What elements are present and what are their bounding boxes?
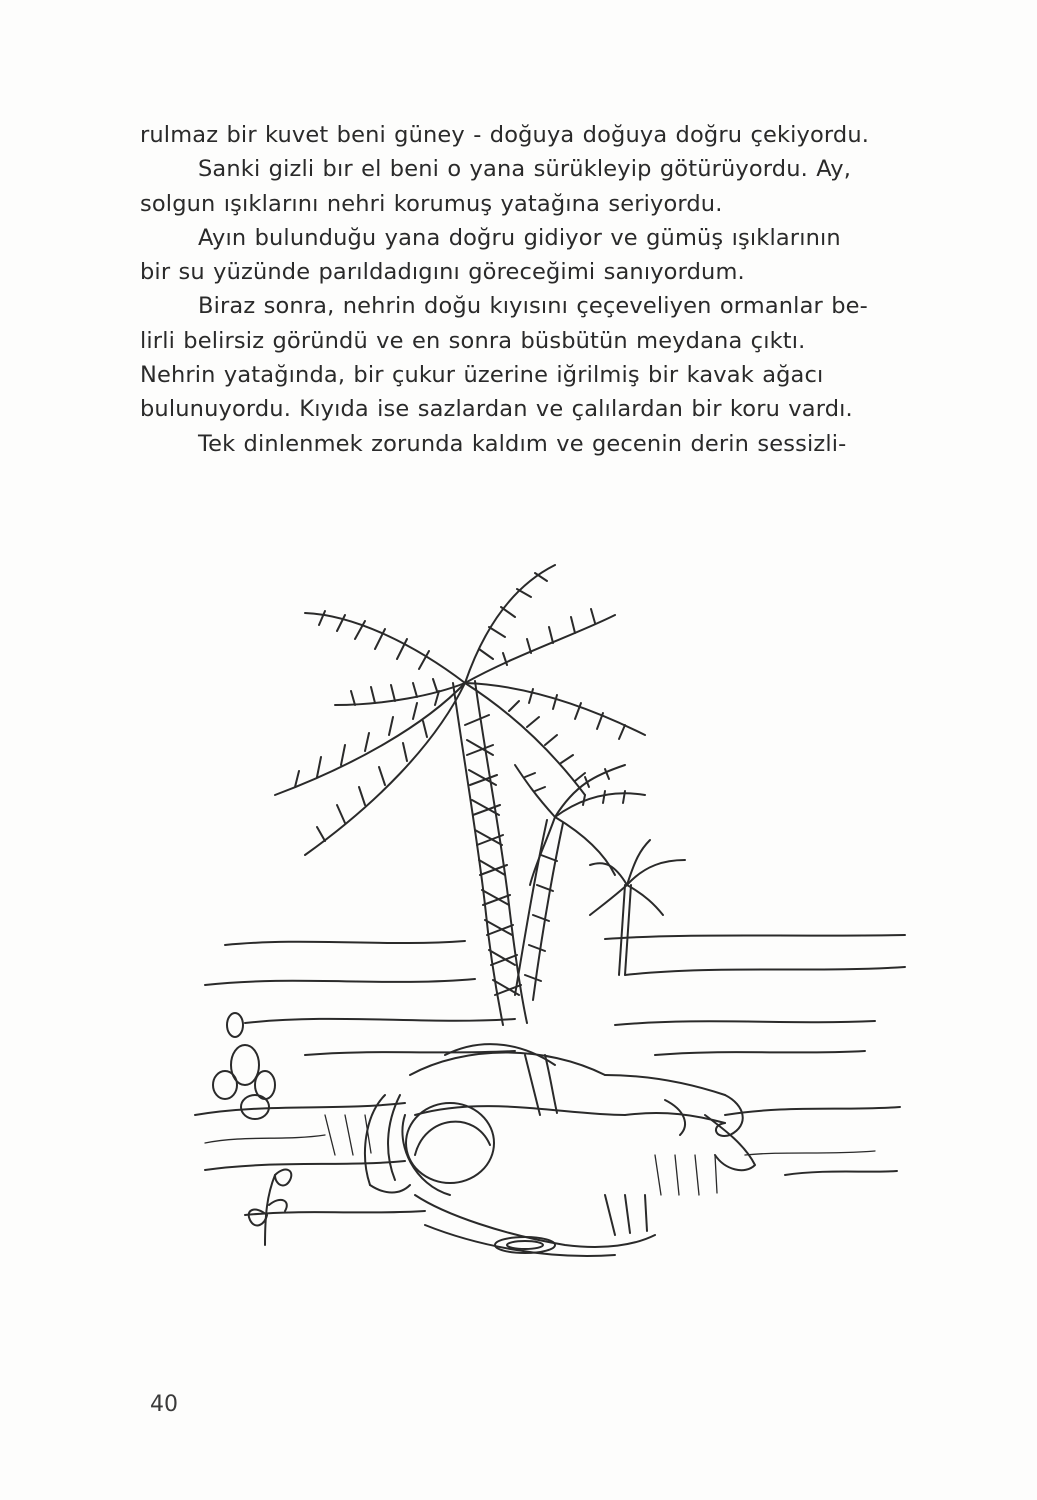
water-hole — [415, 1195, 655, 1256]
palm-fronds-distant — [590, 840, 685, 915]
text-line: Tek dinlenmek zorunda kaldım ve gecenin derin sessizli- — [198, 430, 847, 457]
cactus — [213, 1013, 275, 1119]
body-text — [140, 118, 970, 461]
text-line: bulunuyordu. Kıyıda ise sazlardan ve çalılardan bir koru vardı. — [140, 396, 853, 423]
text-line: Biraz sonra, nehrin doğu kıyısını çeçeveliyen ormanlar be- — [198, 293, 868, 320]
ground-hatching — [205, 1115, 875, 1195]
palm-fronds-small — [515, 765, 645, 885]
text-line: rulmaz bir kuvet beni güney - doğuya doğuya doğru çekiyordu. — [140, 122, 870, 148]
text-line: Sanki gizli bır el beni o yana sürükleyip götürüyordu. Ay, — [198, 156, 852, 183]
text-line: Nehrin yatağında, bir çukur üzerine iğrilmiş bir kavak ağacı — [140, 362, 824, 389]
page-number: 40 — [150, 1392, 178, 1417]
palm-trunk-large — [453, 681, 527, 1025]
small-plant — [249, 1170, 292, 1245]
desert-oasis-illustration — [185, 555, 915, 1285]
text-line: Ayın bulunduğu yana doğru gidiyor ve gümüş ışıklarının — [198, 224, 841, 251]
text-line: solgun ışıklarını nehri korumuş yatağına seriyordu. — [140, 190, 723, 217]
palm-trunk-distant — [619, 885, 631, 975]
palm-trunk-small — [515, 820, 563, 1000]
text-line: lirli belirsiz göründü ve en sonra büsbütün meydana çıktı. — [140, 327, 806, 354]
text-line: bir su yüzünde parıldadıgını göreceğimi sanıyordum. — [140, 259, 745, 286]
palm-fronds-large — [275, 565, 645, 855]
